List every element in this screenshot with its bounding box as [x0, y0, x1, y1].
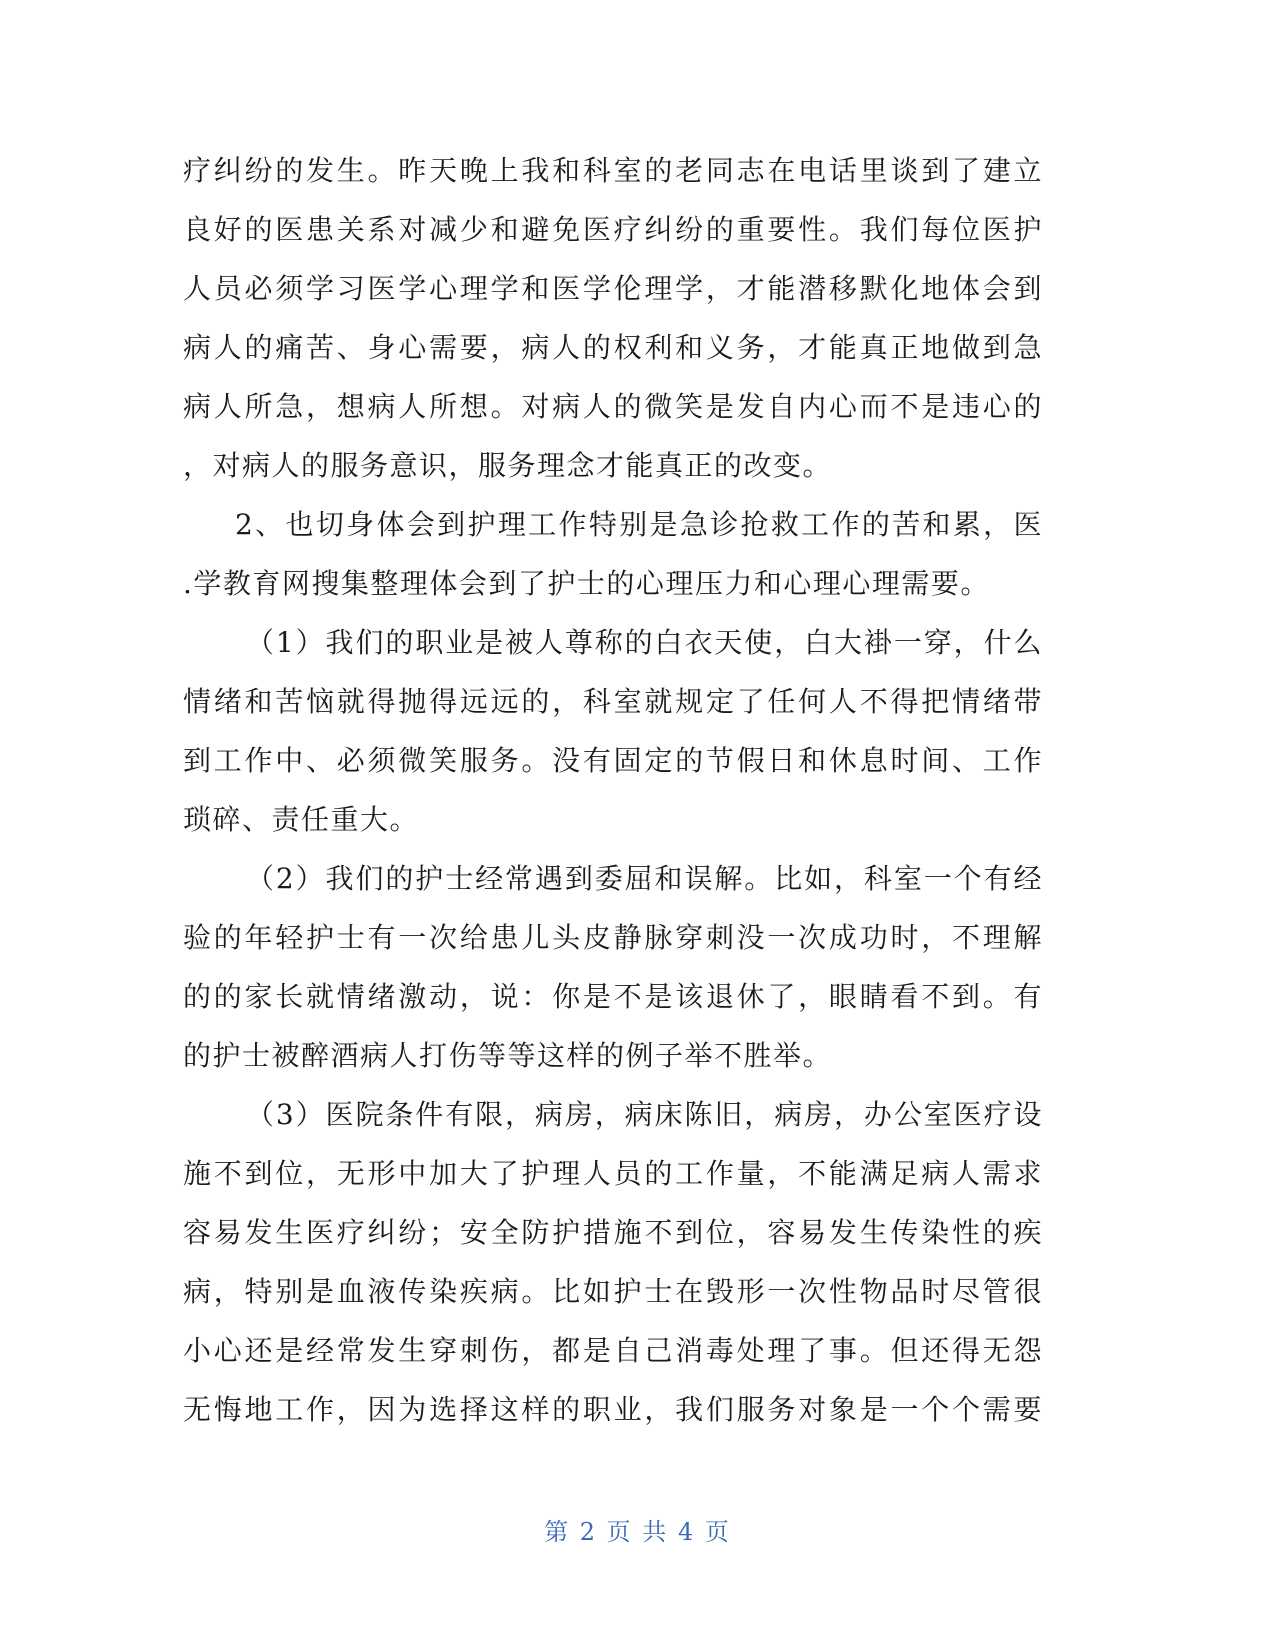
text-line: 到工作中、必须微笑服务。没有固定的节假日和休息时间、工作 — [183, 744, 1043, 777]
text-line: 施不到位，无形中加大了护理人员的工作量，不能满足病人需求 — [183, 1157, 1043, 1190]
text-line: 疗纠纷的发生。昨天晚上我和科室的老同志在电话里谈到了建立 — [183, 154, 1043, 187]
text-line: （3）医院条件有限，病房，病床陈旧，病房，办公室医疗设 — [246, 1098, 1043, 1131]
text-line: .学教育网搜集整理体会到了护士的心理压力和心理心理需要。 — [183, 567, 990, 600]
text-line: 良好的医患关系对减少和避免医疗纠纷的重要性。我们每位医护 — [183, 213, 1043, 246]
text-line: 情绪和苦恼就得抛得远远的，科室就规定了任何人不得把情绪带 — [183, 685, 1043, 718]
text-line: 的的家长就情绪激动，说：你是不是该退休了，眼睛看不到。有 — [183, 980, 1043, 1013]
text-line: （2）我们的护士经常遇到委屈和误解。比如，科室一个有经 — [246, 862, 1043, 895]
text-line: 2、也切身体会到护理工作特别是急诊抢救工作的苦和累，医 — [235, 508, 1043, 541]
page-number-footer: 第 2 页 共 4 页 — [544, 1518, 731, 1546]
text-line: 病人所急，想病人所想。对病人的微笑是发自内心而不是违心的 — [183, 390, 1043, 423]
text-line: 病人的痛苦、身心需要，病人的权利和义务，才能真正地做到急 — [183, 331, 1043, 364]
text-line: ，对病人的服务意识，服务理念才能真正的改变。 — [183, 449, 833, 482]
text-line: 验的年轻护士有一次给患儿头皮静脉穿刺没一次成功时，不理解 — [183, 921, 1043, 954]
document-body — [183, 141, 1043, 1439]
text-line: （1）我们的职业是被人尊称的白衣天使，白大褂一穿，什么 — [246, 626, 1043, 659]
text-line: 容易发生医疗纠纷；安全防护措施不到位，容易发生传染性的疾 — [183, 1216, 1043, 1249]
text-line: 人员必须学习医学心理学和医学伦理学，才能潜移默化地体会到 — [183, 272, 1043, 305]
text-line: 无悔地工作，因为选择这样的职业，我们服务对象是一个个需要 — [183, 1393, 1043, 1426]
text-line: 琐碎、责任重大。 — [183, 803, 420, 836]
text-line: 小心还是经常发生穿刺伤，都是自己消毒处理了事。但还得无怨 — [183, 1334, 1043, 1367]
text-line: 病，特别是血液传染疾病。比如护士在毁形一次性物品时尽管很 — [183, 1275, 1043, 1308]
text-line: 的护士被醉酒病人打伤等等这样的例子举不胜举。 — [183, 1039, 833, 1072]
